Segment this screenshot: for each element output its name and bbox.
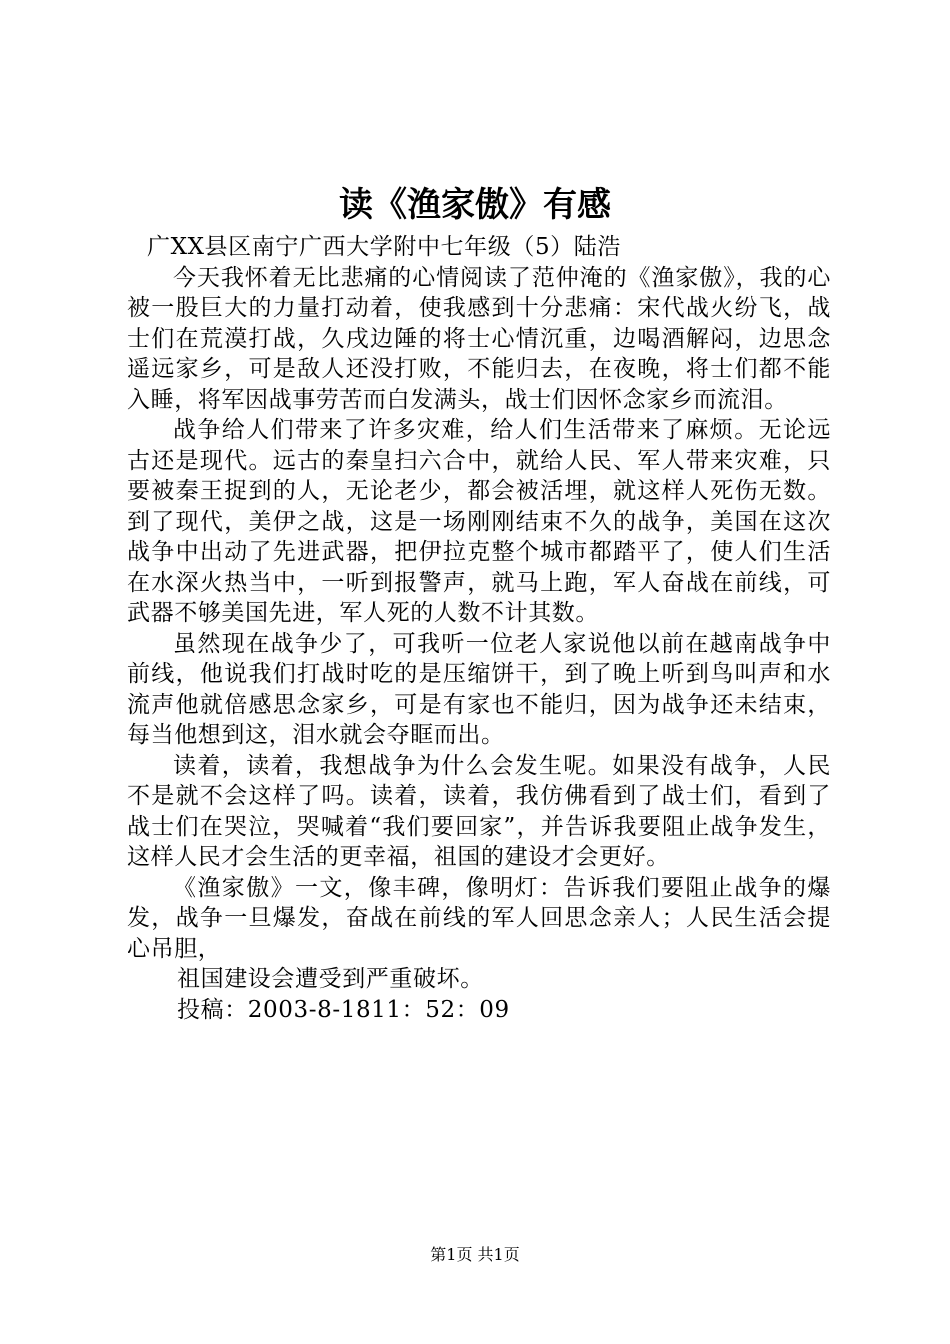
author-line: 广XX县区南宁广西大学附中七年级（5）陆浩: [147, 234, 621, 260]
closing-line: 祖国建设会遭受到严重破坏。: [177, 966, 484, 992]
paragraph-4: 读着，读着，我想战争为什么会发生呢。如果没有战争，人民不是就不会这样了吗。读着，读着，我仿佛看到了战士们，看到了战士们在哭泣，哭喊着“我们要回家”，并告诉我要阻止战争发生，这样人民才会生活的更幸福，祖国的建设才会更好。: [127, 752, 831, 870]
paragraph-1: 今天我怀着无比悲痛的心情阅读了范仲淹的《渔家傲》，我的心被一股巨大的力量打动着，使我感到十分悲痛：宋代战火纷飞，战士们在荒漠打战，久戌边陲的将士心情沉重，边喝酒解闷，边思念遥远家乡，可是敌人还没打败，不能归去，在夜晚，将士们都不能入睡，将军因战事劳苦而白发满头，战士们因怀念家乡而流泪。: [127, 264, 831, 413]
submission-line: 投稿：2003-8-1811：52：09: [177, 996, 510, 1023]
document-title: 读《渔家傲》有感: [339, 185, 611, 225]
page-footer: 第1页 共1页: [430, 1245, 520, 1264]
document-body: [127, 232, 831, 1025]
paragraph-5: 《渔家傲》一文，像丰碑，像明灯：告诉我们要阻止战争的爆发，战争一旦爆发，奋战在前线的军人回思念亲人；人民生活会提心吊胆，: [127, 874, 831, 962]
paragraph-2: 战争给人们带来了许多灾难，给人们生活带来了麻烦。无论远古还是现代。远古的秦皇扫六合中，就给人民、军人带来灾难，只要被秦王捉到的人，无论老少，都会被活埋，就这样人死伤无数。到了现代，美伊之战，这是一场刚刚结束不久的战争，美国在这次战争中出动了先进武器，把伊拉克整个城市都踏平了，使人们生活在水深火热当中，一听到报警声，就马上跑，军人奋战在前线，可武器不够美国先进，军人死的人数不计其数。: [127, 417, 831, 626]
paragraph-3: 虽然现在战争少了，可我听一位老人家说他以前在越南战争中前线，他说我们打战时吃的是压缩饼干，到了晚上听到鸟叫声和水流声他就倍感思念家乡，可是有家也不能归，因为战争还未结束，每当他想到这，泪水就会夺眶而出。: [127, 630, 831, 748]
